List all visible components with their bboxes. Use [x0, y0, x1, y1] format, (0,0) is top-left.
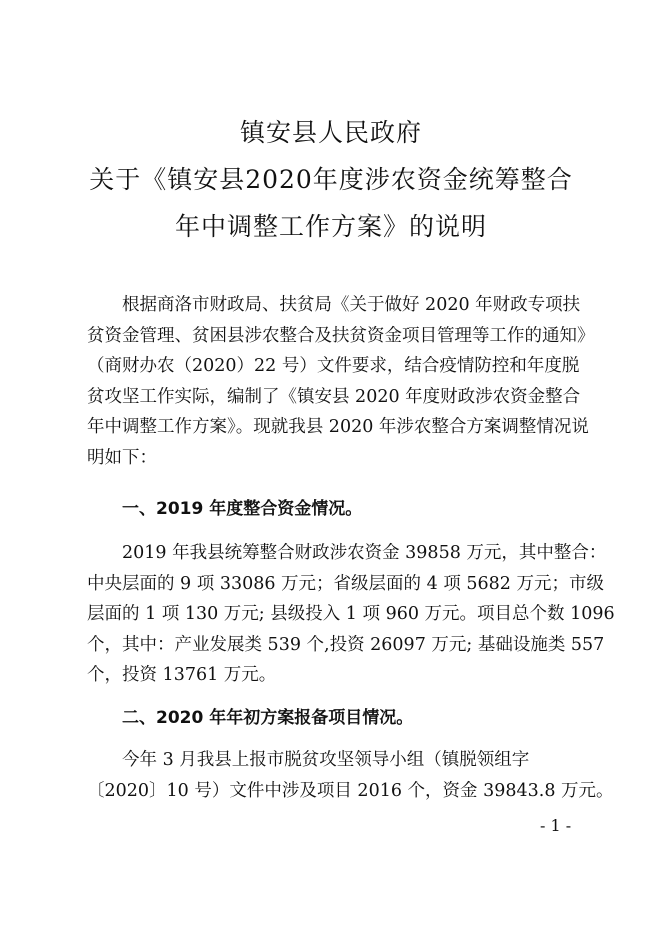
text-line: 〔2020〕10 号）文件中涉及项目 2016 个，资金 39843.8 万元。	[87, 780, 614, 801]
title-line-1: 镇安县人民政府	[239, 118, 422, 147]
text-line: 贫资金管理、贫困县涉农整合及扶贫资金项目管理等工作的通知》	[87, 325, 595, 346]
text-line: 中央层面的 9 项 33086 万元；省级层面的 4 项 5682 万元；市级	[87, 573, 604, 594]
text-line: 个，其中：产业发展类 539 个,投资 26097 万元; 基础设施类 557	[87, 634, 605, 655]
text-line: 层面的 1 项 130 万元; 县级投入 1 项 960 万元。项目总个数 1096	[87, 604, 615, 625]
page-number: - 1 -	[540, 816, 572, 835]
text-line: 今年 3 月我县上报市脱贫攻坚领导小组（镇脱领组字	[122, 750, 530, 770]
text-line: 个，投资 13761 万元。	[87, 665, 277, 686]
text-line: 根据商洛市财政局、扶贫局《关于做好 2020 年财政专项扶	[122, 295, 581, 315]
text-line: 2019 年我县统筹整合财政涉农资金 39858 万元，其中整合：	[122, 543, 607, 563]
text-line: 贫攻坚工作实际，编制了《镇安县 2020 年度财政涉农资金整合	[87, 386, 581, 407]
text-line: 明如下：	[87, 447, 157, 468]
section-1-paragraph	[87, 538, 615, 691]
title-line-2: 关于《镇安县2020年度涉农资金统筹整合	[89, 165, 573, 194]
text-line: （商财办农（2020）22 号）文件要求，结合疫情防控和年度脱	[87, 356, 580, 377]
text-line: 年中调整工作方案》。现就我县 2020 年涉农整合方案调整情况说	[87, 417, 589, 438]
intro-paragraph	[87, 290, 595, 474]
section-2-paragraph	[87, 745, 614, 806]
section-2-heading: 二、2020 年年初方案报备项目情况。	[122, 708, 414, 728]
section-1-heading: 一、2019 年度整合资金情况。	[122, 499, 363, 519]
title-line-3: 年中调整工作方案》的说明	[174, 212, 487, 241]
